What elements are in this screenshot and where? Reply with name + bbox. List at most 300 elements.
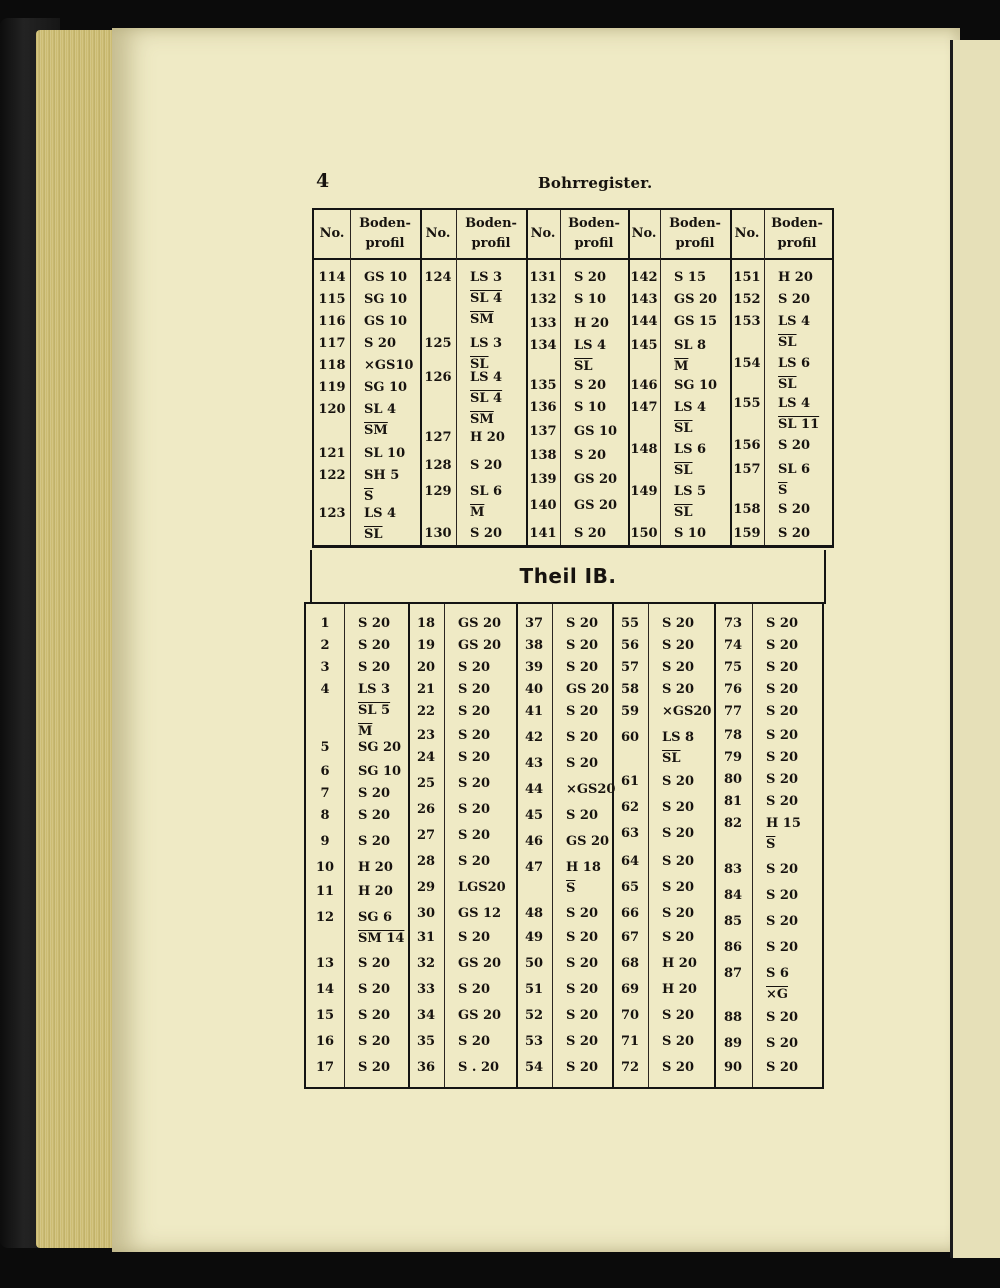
- bore-number: 30: [416, 906, 436, 921]
- soil-profile: S 20: [358, 660, 391, 675]
- soil-profile: S 20: [662, 930, 695, 945]
- bore-number: 58: [620, 682, 640, 697]
- bore-number: 155: [733, 396, 761, 411]
- bore-number: 65: [620, 880, 640, 895]
- soil-profile: GS 15: [674, 314, 718, 329]
- bore-number: 136: [529, 400, 557, 415]
- bore-number: 158: [733, 502, 761, 517]
- bore-number: 14: [315, 982, 335, 997]
- soil-profile: LS 8: [662, 730, 695, 745]
- bore-number: 151: [733, 270, 761, 285]
- soil-profile: GS 20: [458, 638, 502, 653]
- soil-profile: S 20: [662, 616, 695, 631]
- bore-number: 71: [620, 1034, 640, 1049]
- column-rule: [444, 604, 445, 1087]
- soil-profile: SM 14: [358, 931, 405, 946]
- soil-profile: S 20: [574, 270, 607, 285]
- bore-number: 24: [416, 750, 436, 765]
- column-rule: [730, 210, 732, 545]
- bore-number: 39: [524, 660, 544, 675]
- soil-profile: GS 20: [566, 682, 610, 697]
- soil-profile: S 20: [662, 1008, 695, 1023]
- soil-profile: S 20: [766, 728, 799, 743]
- bore-number: 117: [318, 336, 346, 351]
- register-table-top: [312, 208, 834, 548]
- bore-number: 59: [620, 704, 640, 719]
- header-bodenprofil: Boden- profil: [359, 216, 411, 251]
- soil-profile: S 15: [674, 270, 707, 285]
- page-number: 4: [316, 170, 330, 192]
- soil-profile: S 20: [358, 834, 391, 849]
- soil-profile: LGS20: [458, 880, 506, 895]
- column-rule: [350, 210, 351, 545]
- bore-number: 132: [529, 292, 557, 307]
- bore-number: 5: [320, 740, 330, 755]
- bore-number: 56: [620, 638, 640, 653]
- soil-profile: SL 4: [470, 291, 503, 306]
- soil-profile: S 20: [470, 458, 503, 473]
- bore-number: 159: [733, 526, 761, 541]
- soil-profile: S 20: [662, 774, 695, 789]
- soil-profile: S 20: [566, 956, 599, 971]
- soil-profile: LS 4: [574, 338, 607, 353]
- column-rule: [660, 210, 661, 545]
- soil-profile: S 20: [766, 704, 799, 719]
- soil-profile: SL 4: [364, 402, 397, 417]
- soil-profile: ×GS20: [566, 782, 616, 797]
- soil-profile: S 20: [566, 660, 599, 675]
- bore-number: 143: [630, 292, 658, 307]
- soil-profile: SG 10: [674, 378, 718, 393]
- bore-number: 84: [723, 888, 743, 903]
- bore-number: 31: [416, 930, 436, 945]
- soil-profile: S 20: [766, 638, 799, 653]
- column-rule: [456, 210, 457, 545]
- soil-profile: SL 5: [358, 703, 391, 718]
- soil-profile: LS 5: [674, 484, 707, 499]
- bore-number: 150: [630, 526, 658, 541]
- soil-profile: SL 6: [778, 462, 811, 477]
- soil-profile: S 20: [662, 826, 695, 841]
- soil-profile: S 20: [766, 862, 799, 877]
- soil-profile: S 20: [566, 1060, 599, 1075]
- bore-number: 42: [524, 730, 544, 745]
- soil-profile: S 10: [674, 526, 707, 541]
- soil-profile: SG 10: [358, 764, 402, 779]
- soil-profile: S 20: [458, 854, 491, 869]
- soil-profile: GS 20: [574, 472, 618, 487]
- soil-profile: $\overline{S}$: [766, 837, 776, 852]
- register-table-bottom: [304, 602, 824, 1089]
- bore-number: 43: [524, 756, 544, 771]
- bore-number: 153: [733, 314, 761, 329]
- soil-profile: SL 6: [470, 484, 503, 499]
- soil-profile: S 20: [358, 982, 391, 997]
- soil-profile: S 20: [458, 660, 491, 675]
- bore-number: 133: [529, 316, 557, 331]
- bore-number: 121: [318, 446, 346, 461]
- soil-profile: GS 20: [574, 498, 618, 513]
- soil-profile: $\overline{SL}$: [574, 359, 593, 374]
- bore-number: 13: [315, 956, 335, 971]
- bore-number: 88: [723, 1010, 743, 1025]
- bore-number: 142: [630, 270, 658, 285]
- soil-profile: $\overline{SL}$: [662, 751, 681, 766]
- soil-profile: $\overline{SL}$: [674, 463, 693, 478]
- section-title: Theil IB.: [519, 564, 617, 588]
- bore-number: 83: [723, 862, 743, 877]
- soil-profile: $\overline{SM}$: [470, 312, 494, 327]
- bore-number: 126: [424, 370, 452, 385]
- soil-profile: GS 10: [364, 270, 408, 285]
- column-rule: [560, 210, 561, 545]
- soil-profile: $\overline{M}$: [470, 505, 485, 520]
- soil-profile: H 20: [662, 956, 697, 971]
- soil-profile: GS 20: [674, 292, 718, 307]
- bore-number: 22: [416, 704, 436, 719]
- soil-profile: ×G: [766, 987, 788, 1002]
- soil-profile: S 20: [566, 756, 599, 771]
- soil-profile: S 20: [778, 502, 811, 517]
- soil-profile: S 20: [358, 956, 391, 971]
- bore-number: 11: [315, 884, 335, 899]
- soil-profile: S 20: [458, 776, 491, 791]
- bore-number: 18: [416, 616, 436, 631]
- soil-profile: SL 8: [674, 338, 707, 353]
- bore-number: 79: [723, 750, 743, 765]
- running-head: Bohrregister.: [538, 174, 653, 192]
- soil-profile: SL 10: [364, 446, 406, 461]
- soil-profile: S 20: [766, 940, 799, 955]
- soil-profile: H 20: [778, 270, 813, 285]
- bore-number: 36: [416, 1060, 436, 1075]
- table-header-row: [314, 210, 832, 260]
- bore-number: 20: [416, 660, 436, 675]
- bore-number: 2: [320, 638, 330, 653]
- bore-number: 23: [416, 728, 436, 743]
- bore-number: 64: [620, 854, 640, 869]
- soil-profile: S 20: [662, 660, 695, 675]
- soil-profile: S 20: [778, 292, 811, 307]
- bore-number: 10: [315, 860, 335, 875]
- soil-profile: LS 4: [778, 314, 811, 329]
- bore-number: 130: [424, 526, 452, 541]
- bore-number: 70: [620, 1008, 640, 1023]
- soil-profile: S 20: [574, 378, 607, 393]
- bore-number: 82: [723, 816, 743, 831]
- soil-profile: S 20: [458, 750, 491, 765]
- soil-profile: LS 3: [470, 336, 503, 351]
- bore-number: 40: [524, 682, 544, 697]
- section-band: [310, 550, 826, 604]
- bore-number: 89: [723, 1036, 743, 1051]
- bore-number: 123: [318, 506, 346, 521]
- soil-profile: S 20: [458, 1034, 491, 1049]
- soil-profile: S 20: [574, 526, 607, 541]
- bore-number: 114: [318, 270, 346, 285]
- bore-number: 68: [620, 956, 640, 971]
- soil-profile: S 20: [358, 1008, 391, 1023]
- bore-number: 26: [416, 802, 436, 817]
- soil-profile: $\overline{SL}$: [674, 421, 693, 436]
- soil-profile: S 20: [566, 1034, 599, 1049]
- soil-profile: LS 4: [674, 400, 707, 415]
- soil-profile: S 20: [566, 1008, 599, 1023]
- column-rule: [648, 604, 649, 1087]
- soil-profile: $\overline{SL}$: [778, 377, 797, 392]
- soil-profile: ×GS10: [364, 358, 414, 373]
- soil-profile: S 20: [766, 1010, 799, 1025]
- soil-profile: $\overline{SM}$: [364, 423, 388, 438]
- soil-profile: S 20: [766, 914, 799, 929]
- header-bodenprofil: Boden- profil: [568, 216, 620, 251]
- soil-profile: S 20: [358, 1034, 391, 1049]
- soil-profile: S 20: [458, 982, 491, 997]
- soil-profile: S 20: [566, 704, 599, 719]
- bore-number: 85: [723, 914, 743, 929]
- header-no: No.: [425, 226, 451, 241]
- bore-number: 77: [723, 704, 743, 719]
- soil-profile: S 20: [574, 448, 607, 463]
- soil-profile: SG 6: [358, 910, 393, 925]
- bore-number: 6: [320, 764, 330, 779]
- bore-number: 29: [416, 880, 436, 895]
- soil-profile: S 20: [358, 616, 391, 631]
- soil-profile: LS 4: [470, 370, 503, 385]
- soil-profile: S 20: [766, 616, 799, 631]
- bore-number: 72: [620, 1060, 640, 1075]
- bore-number: 16: [315, 1034, 335, 1049]
- soil-profile: H 15: [766, 816, 801, 831]
- bore-number: 146: [630, 378, 658, 393]
- bore-number: 73: [723, 616, 743, 631]
- bore-number: 128: [424, 458, 452, 473]
- bore-number: 67: [620, 930, 640, 945]
- header-no: No.: [734, 226, 760, 241]
- bore-number: 28: [416, 854, 436, 869]
- bore-number: 135: [529, 378, 557, 393]
- soil-profile: S 20: [662, 638, 695, 653]
- soil-profile: S 20: [458, 828, 491, 843]
- bore-number: 154: [733, 356, 761, 371]
- bore-number: 27: [416, 828, 436, 843]
- soil-profile: S 20: [662, 800, 695, 815]
- soil-profile: S 20: [566, 730, 599, 745]
- bore-number: 48: [524, 906, 544, 921]
- soil-profile: S 20: [766, 794, 799, 809]
- bore-number: 32: [416, 956, 436, 971]
- bore-number: 140: [529, 498, 557, 513]
- soil-profile: S 20: [458, 802, 491, 817]
- bore-number: 120: [318, 402, 346, 417]
- soil-profile: S 20: [566, 616, 599, 631]
- bore-number: 66: [620, 906, 640, 921]
- soil-profile: S 20: [358, 1060, 391, 1075]
- soil-profile: H 20: [574, 316, 609, 331]
- bore-number: 33: [416, 982, 436, 997]
- bore-number: 145: [630, 338, 658, 353]
- column-rule: [344, 604, 345, 1087]
- bore-number: 50: [524, 956, 544, 971]
- bore-number: 38: [524, 638, 544, 653]
- soil-profile: $\overline{SL}$: [470, 357, 489, 372]
- soil-profile: S 20: [458, 682, 491, 697]
- soil-profile: S 20: [358, 786, 391, 801]
- header-no: No.: [530, 226, 556, 241]
- bore-number: 55: [620, 616, 640, 631]
- soil-profile: $\overline{SL}$: [778, 335, 797, 350]
- soil-profile: SH 5: [364, 468, 400, 483]
- soil-profile: GS 12: [458, 906, 502, 921]
- soil-profile: S 20: [766, 660, 799, 675]
- header-bodenprofil: Boden- profil: [669, 216, 721, 251]
- bore-number: 124: [424, 270, 452, 285]
- bore-number: 86: [723, 940, 743, 955]
- soil-profile: S 20: [662, 880, 695, 895]
- soil-profile: S 20: [662, 906, 695, 921]
- bore-number: 125: [424, 336, 452, 351]
- soil-profile: SL 4: [470, 391, 503, 406]
- soil-profile: S 20: [778, 438, 811, 453]
- header-bodenprofil: Boden- profil: [465, 216, 517, 251]
- bore-number: 44: [524, 782, 544, 797]
- bore-number: 141: [529, 526, 557, 541]
- bore-number: 74: [723, 638, 743, 653]
- bore-number: 87: [723, 966, 743, 981]
- soil-profile: S 20: [458, 704, 491, 719]
- soil-profile: $\overline{M}$: [358, 724, 373, 739]
- soil-profile: S . 20: [458, 1060, 500, 1075]
- bore-number: 75: [723, 660, 743, 675]
- bore-number: 46: [524, 834, 544, 849]
- soil-profile: LS 3: [358, 682, 391, 697]
- bore-number: 152: [733, 292, 761, 307]
- soil-profile: S 20: [566, 808, 599, 823]
- bore-number: 3: [320, 660, 330, 675]
- soil-profile: GS 10: [574, 424, 618, 439]
- soil-profile: S 20: [778, 526, 811, 541]
- bore-number: 60: [620, 730, 640, 745]
- soil-profile: GS 10: [364, 314, 408, 329]
- bore-number: 127: [424, 430, 452, 445]
- soil-profile: S 6: [766, 966, 789, 981]
- column-rule: [752, 604, 753, 1087]
- bore-number: 34: [416, 1008, 436, 1023]
- bore-number: 76: [723, 682, 743, 697]
- bore-number: 148: [630, 442, 658, 457]
- column-rule: [552, 604, 553, 1087]
- bore-number: 144: [630, 314, 658, 329]
- soil-profile: $\overline{S}$: [566, 881, 576, 896]
- bore-number: 57: [620, 660, 640, 675]
- soil-profile: SG 20: [358, 740, 402, 755]
- bore-number: 139: [529, 472, 557, 487]
- soil-profile: $\overline{M}$: [674, 359, 689, 374]
- next-page-edge: [950, 40, 1000, 1258]
- bore-number: 15: [315, 1008, 335, 1023]
- soil-profile: H 20: [470, 430, 505, 445]
- bore-number: 122: [318, 468, 346, 483]
- soil-profile: $\overline{SL}$: [674, 505, 693, 520]
- bore-number: 7: [320, 786, 330, 801]
- soil-profile: S 20: [662, 1060, 695, 1075]
- soil-profile: S 20: [470, 526, 503, 541]
- bore-number: 63: [620, 826, 640, 841]
- bore-number: 25: [416, 776, 436, 791]
- bore-number: 53: [524, 1034, 544, 1049]
- soil-profile: S 20: [566, 906, 599, 921]
- bore-number: 47: [524, 860, 544, 875]
- bore-number: 8: [320, 808, 330, 823]
- bore-number: 157: [733, 462, 761, 477]
- bore-number: 45: [524, 808, 544, 823]
- bore-number: 17: [315, 1060, 335, 1075]
- soil-profile: SL 11: [778, 417, 820, 432]
- soil-profile: LS 6: [674, 442, 707, 457]
- bore-number: 129: [424, 484, 452, 499]
- soil-profile: S 20: [766, 750, 799, 765]
- soil-profile: S 20: [358, 808, 391, 823]
- bore-number: 49: [524, 930, 544, 945]
- bore-number: 78: [723, 728, 743, 743]
- soil-profile: S 20: [566, 982, 599, 997]
- soil-profile: S 20: [766, 772, 799, 787]
- soil-profile: S 20: [358, 638, 391, 653]
- soil-profile: LS 4: [364, 506, 397, 521]
- bore-number: 69: [620, 982, 640, 997]
- soil-profile: ×GS20: [662, 704, 712, 719]
- bore-number: 1: [320, 616, 330, 631]
- header-bodenprofil: Boden- profil: [771, 216, 823, 251]
- soil-profile: S 20: [766, 682, 799, 697]
- soil-profile: S 20: [766, 888, 799, 903]
- soil-profile: S 20: [566, 930, 599, 945]
- soil-profile: S 20: [766, 1036, 799, 1051]
- bore-number: 115: [318, 292, 346, 307]
- soil-profile: S 20: [364, 336, 397, 351]
- soil-profile: GS 20: [458, 956, 502, 971]
- soil-profile: S 20: [766, 1060, 799, 1075]
- column-rule: [764, 210, 765, 545]
- bore-number: 9: [320, 834, 330, 849]
- soil-profile: H 20: [358, 884, 393, 899]
- soil-profile: GS 20: [458, 1008, 502, 1023]
- soil-profile: S 10: [574, 400, 607, 415]
- bore-number: 90: [723, 1060, 743, 1075]
- bore-number: 12: [315, 910, 335, 925]
- bore-number: 37: [524, 616, 544, 631]
- bore-number: 131: [529, 270, 557, 285]
- soil-profile: S 20: [458, 930, 491, 945]
- soil-profile: S 10: [574, 292, 607, 307]
- bore-number: 41: [524, 704, 544, 719]
- soil-profile: H 18: [566, 860, 601, 875]
- bore-number: 35: [416, 1034, 436, 1049]
- soil-profile: H 20: [662, 982, 697, 997]
- soil-profile: SG 10: [364, 292, 408, 307]
- soil-profile: S 20: [662, 682, 695, 697]
- bore-number: 52: [524, 1008, 544, 1023]
- bore-number: 137: [529, 424, 557, 439]
- bore-number: 138: [529, 448, 557, 463]
- bore-number: 62: [620, 800, 640, 815]
- bore-number: 147: [630, 400, 658, 415]
- soil-profile: S 20: [662, 854, 695, 869]
- bore-number: 51: [524, 982, 544, 997]
- bore-number: 118: [318, 358, 346, 373]
- bore-number: 19: [416, 638, 436, 653]
- soil-profile: S 20: [566, 638, 599, 653]
